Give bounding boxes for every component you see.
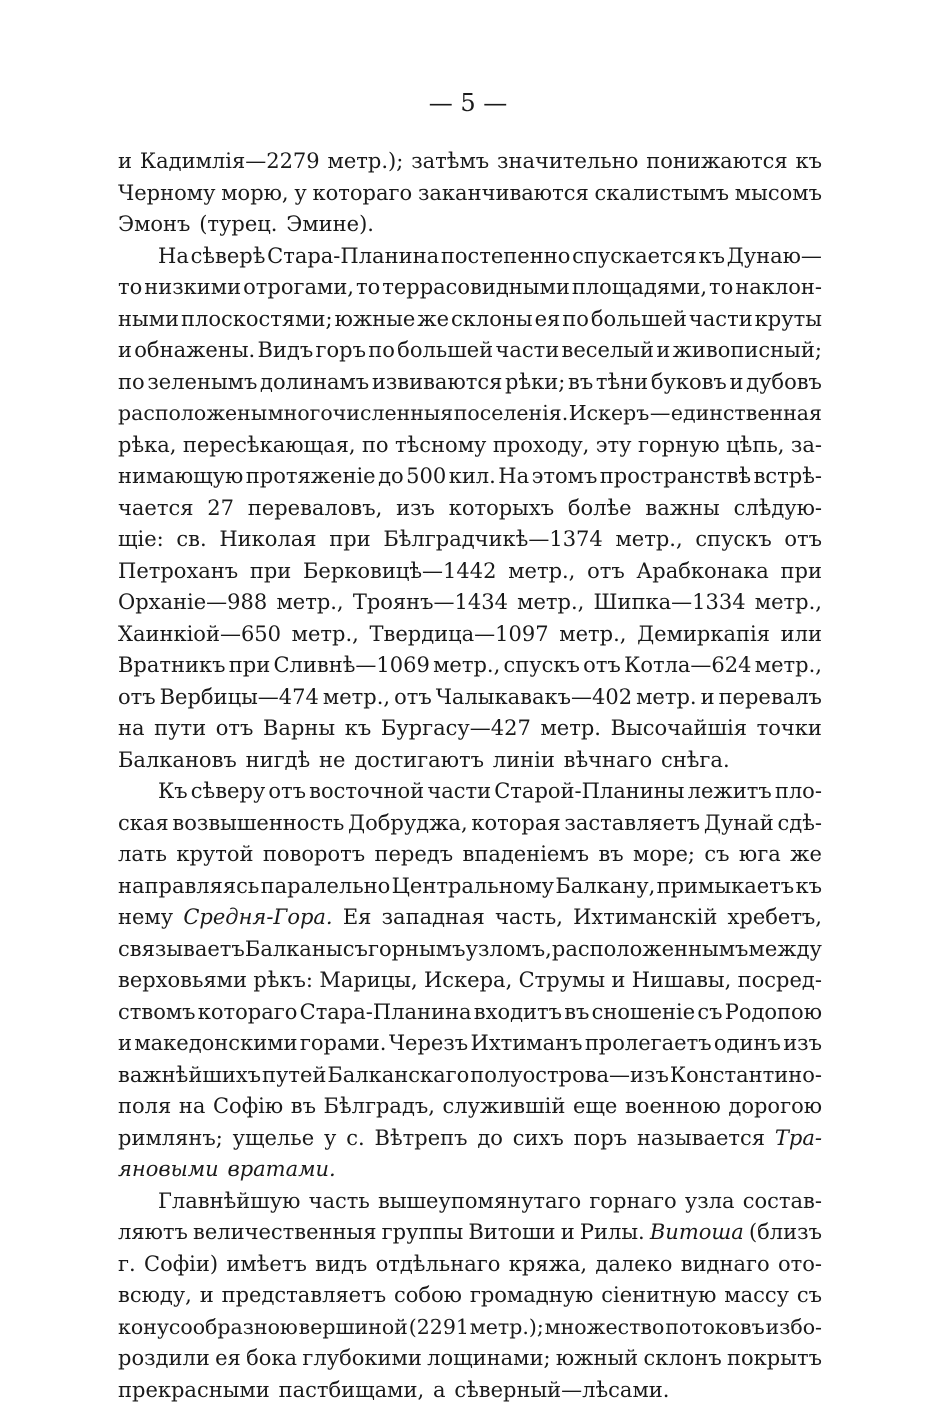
text-line: верховьями рѣкъ: Марицы, Искера, Струмы и Нишавы, посред- <box>118 965 822 997</box>
text-line: г. Софіи) имѣетъ видъ отдѣльнаго кряжа, далеко виднаго ото- <box>118 1249 822 1281</box>
text-line: Главнѣйшую часть вышеупомянутаго горнаго узла состав- <box>118 1186 822 1218</box>
text-line: и Кадимлія—2279 метр.); затѣмъ значительно понижаются къ <box>118 146 822 178</box>
text-line: важнѣйшихъ путей Балканскаго полуострова—изъ Константино- <box>118 1060 822 1092</box>
text-line: ными плоскостями; южные же склоны ея по большей части круты <box>118 304 822 336</box>
text-line: конусообразною вершиной (2291 метр.); множество потоковъ избо- <box>118 1312 822 1344</box>
text-line: ляютъ величественныя группы Витоши и Рилы. Витоша (близъ <box>118 1217 822 1249</box>
text-line: всюду, и представляетъ собою громадную сіенитную массу съ <box>118 1280 822 1312</box>
text-line: нимающую протяженіе до 500 кил. На этомъ пространствѣ встрѣ- <box>118 461 822 493</box>
text-line: щіе: св. Николая при Бѣлградчикѣ—1374 метр., спускъ отъ <box>118 524 822 556</box>
text-line: направляясь паралельно Центральному Балкану, примыкаетъ къ <box>118 871 822 903</box>
text-line: На сѣверѣ Стара-Планина постепенно спускается къ Дунаю— <box>118 241 822 273</box>
text-line: поля на Софію въ Бѣлградъ, служившій еще военною дорогою <box>118 1091 822 1123</box>
text-line: отъ Вербицы—474 метр., отъ Чалыкавакъ—402 метр. и перевалъ <box>118 682 822 714</box>
text-line: римлянъ; ущелье у с. Вѣтрепъ до сихъ поръ называется Тра- <box>118 1123 822 1155</box>
text-line: яновыми вратами. <box>118 1154 822 1186</box>
text-line: роздили ея бока глубокими лощинами; южный склонъ покрытъ <box>118 1343 822 1375</box>
text-line: Хаинкіой—650 метр., Твердица—1097 метр., Демиркапія или <box>118 619 822 651</box>
text-line: Эмонъ (турец. Эмине). <box>118 209 822 241</box>
text-line: нему Средня-Гора. Ея западная часть, Ихтиманскій хребетъ, <box>118 902 822 934</box>
text-line: Орханіе—988 метр., Троянъ—1434 метр., Шипка—1334 метр., <box>118 587 822 619</box>
text-line: Вратникъ при Сливнѣ—1069 метр., спускъ отъ Котла—624 метр., <box>118 650 822 682</box>
page-number: — 5 — <box>0 88 936 118</box>
text-line: ствомъ котораго Стара-Планина входитъ въ сношеніе съ Родопою <box>118 997 822 1029</box>
text-line: Черному морю, у котораго заканчиваются скалистымъ мысомъ <box>118 178 822 210</box>
text-line: по зеленымъ долинамъ извиваются рѣки; въ тѣни буковъ и дубовъ <box>118 367 822 399</box>
text-line: Петроханъ при Берковицѣ—1442 метр., отъ Арабконака при <box>118 556 822 588</box>
text-line: прекрасными пастбищами, а сѣверный—лѣсами. <box>118 1375 822 1406</box>
text-line: расположены многочисленныя поселенія. Искеръ — единственная <box>118 398 822 430</box>
text-line: Къ сѣверу отъ восточной части Старой-Планины лежитъ пло- <box>118 776 822 808</box>
body-text <box>118 146 822 1406</box>
text-line: ская возвышенность Добруджа, которая заставляетъ Дунай сдѣ- <box>118 808 822 840</box>
text-line: на пути отъ Варны къ Бургасу—427 метр. Высочайшія точки <box>118 713 822 745</box>
text-line: и македонскими горами. Черезъ Ихтиманъ пролегаетъ одинъ изъ <box>118 1028 822 1060</box>
text-line: то низкими отрогами, то террасовидными площадями, то наклон- <box>118 272 822 304</box>
text-line: и обнажены. Видъ горъ по большей части веселый и живописный; <box>118 335 822 367</box>
text-line: рѣка, пересѣкающая, по тѣсному проходу, эту горную цѣпь, за- <box>118 430 822 462</box>
text-line: лать крутой поворотъ передъ впаденіемъ въ море; съ юга же <box>118 839 822 871</box>
text-line: чается 27 переваловъ, изъ которыхъ болѣе важны слѣдую- <box>118 493 822 525</box>
text-line: связываетъ Балканы съ горнымъ узломъ, расположеннымъ между <box>118 934 822 966</box>
text-line: Балкановъ нигдѣ не достигаютъ линіи вѣчнаго снѣга. <box>118 745 822 777</box>
